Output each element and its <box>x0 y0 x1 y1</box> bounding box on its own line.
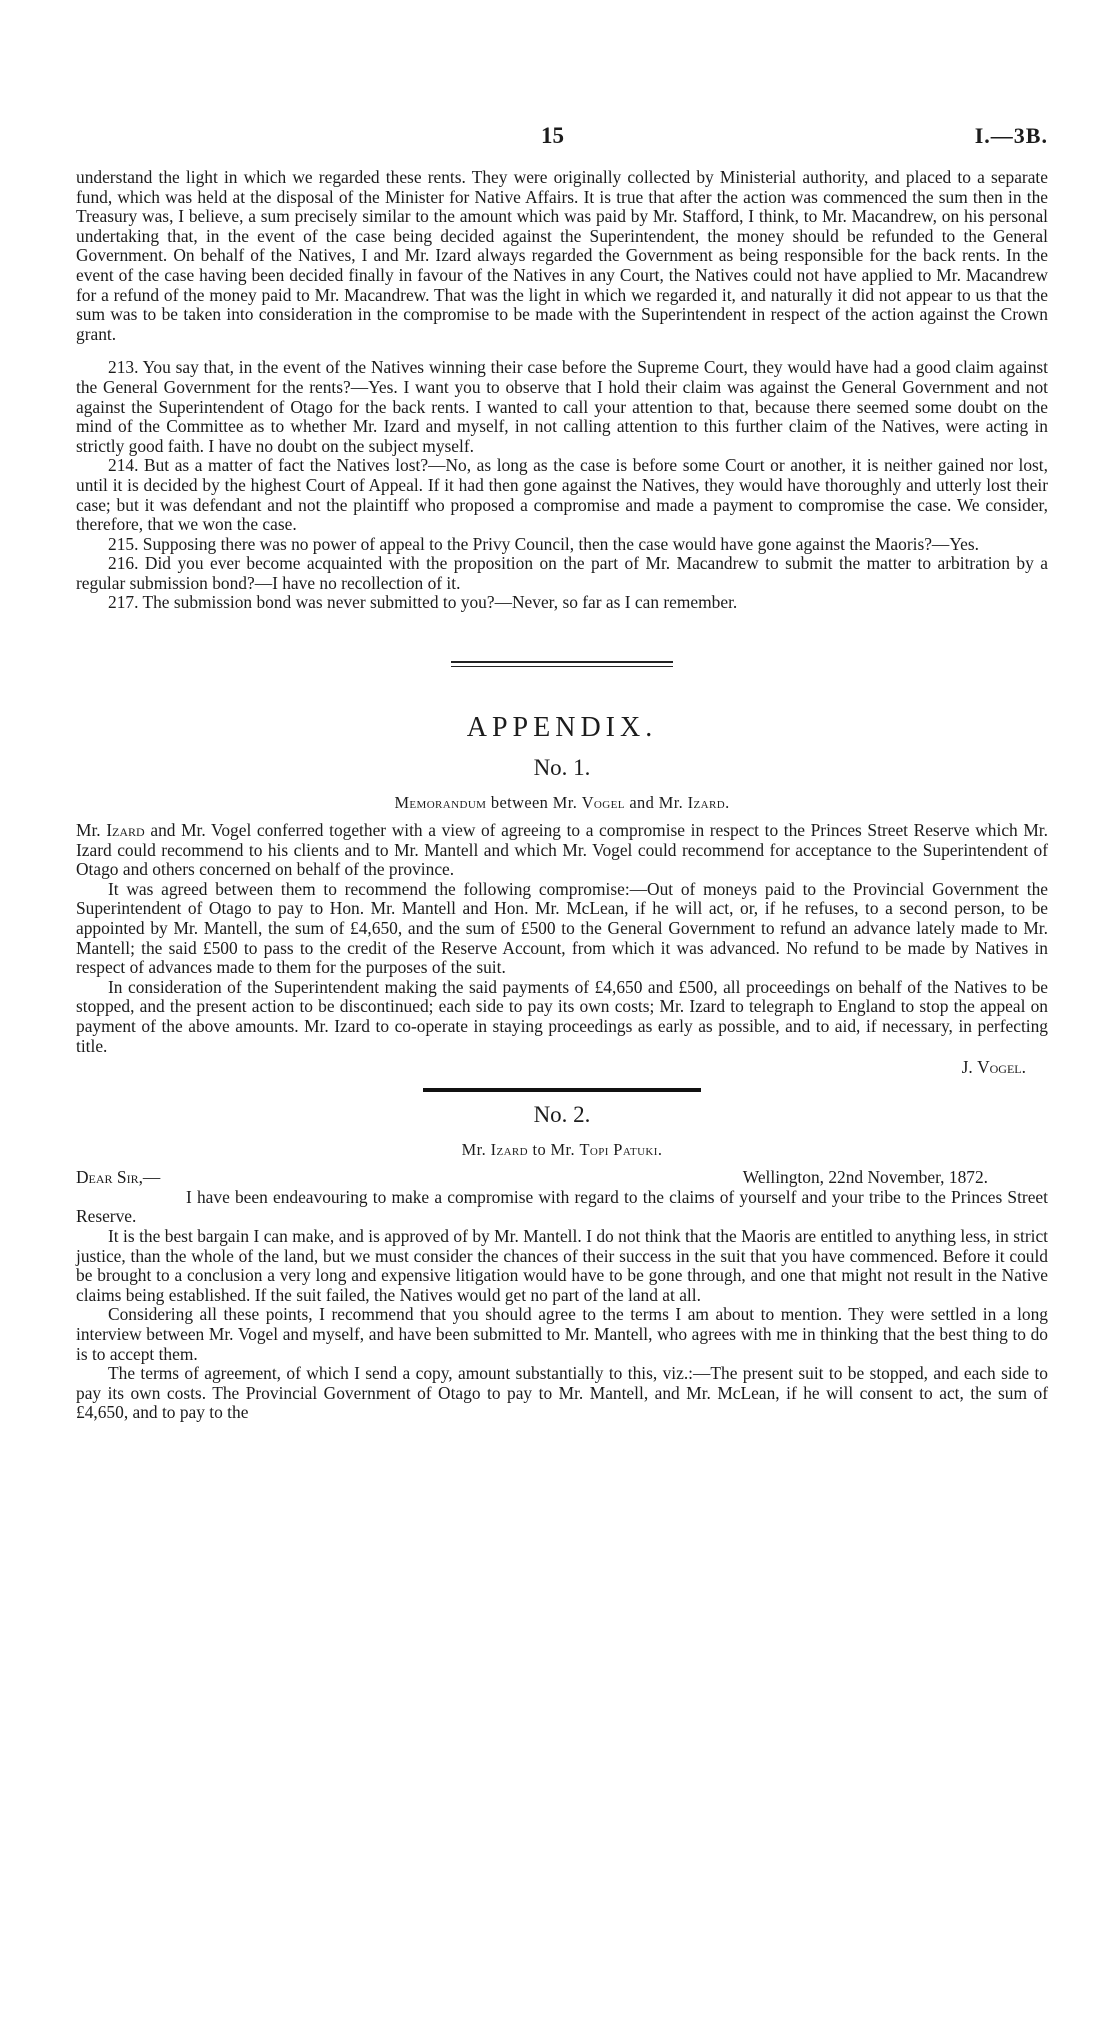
letter-paragraph-1: I have been endeavouring to make a compromise with regard to the claims of yourself and your tribe to the Princes Street Reserve. <box>76 1186 1048 1227</box>
heading-end-2: . <box>657 1139 663 1159</box>
signature-name: Vogel <box>977 1057 1022 1078</box>
letter-paragraph-2: It is the best bargain I can make, and is approved of by Mr. Mantell. I do not think that the Maoris are entitled to anything less, in strict justice, than the whole of the land, but we must consider the chances of their success in the suit that you have commenced. Before it could be brought to a conclusion a very long and expensive litigation would have to be gone through, and one that might not result in the Native claims being established. If the suit failed, the Natives would get no part of the land at all. <box>76 1225 1048 1305</box>
memo-para1-text: and Mr. Vogel conferred together with a view of agreeing to a compromise in respect to the Princes Street Reserve which Mr. Izard could recommend to his clients and to Mr. Mantell and which Mr. Vogel could recommend for acceptance to the Superintendent of Otago and others concerned on behalf of the province. <box>76 820 1048 880</box>
evidence-section <box>76 168 1048 613</box>
appendix-section <box>76 711 1048 1423</box>
heading-memorandum: Memorandum <box>394 793 487 813</box>
signature-initial: J. <box>961 1057 978 1078</box>
question-213: 213. You say that, in the event of the Natives winning their case before the Supreme Court, they would have had a good claim against the General Government for the rents?—Yes. I want you to observe that I hold their claim was against the General Government and not against the Superintendent of Otago for the back rents. I wanted to call your attention to that, because there seemed some doubt on the mind of the Committee as to whether Mr. Izard and myself, in not calling attention to this further claim of the Natives, were acting in strictly good faith. I have no doubt on the subject myself. <box>76 357 1048 456</box>
page-body <box>76 168 1048 1423</box>
page-number: 15 <box>541 123 564 148</box>
letter-place-date: Wellington, 22nd November, 1872. <box>742 1166 988 1187</box>
appendix-no2-number: No. 2. <box>533 1101 591 1127</box>
heading-mr: Mr. <box>461 1139 491 1159</box>
appendix-no2-heading <box>76 1140 1048 1160</box>
page-header <box>76 120 1048 150</box>
question-216: 216. Did you ever become acquainted with the proposition on the part of Mr. Macandrew to submit the matter to arbitration by a regular submission bond?—I have no recollection of it. <box>76 553 1048 593</box>
question-215: 215. Supposing there was no power of appeal to the Privy Council, then the case would have gone against the Maoris?—Yes. <box>108 533 979 554</box>
appendix-divider <box>423 1088 701 1092</box>
heading-izard: Izard <box>687 793 726 813</box>
heading-vogel: Vogel <box>581 793 625 813</box>
appendix-no1-number: No. 1. <box>533 755 591 781</box>
page-reference: I.—3B. <box>974 123 1048 148</box>
question-217: 217. The submission bond was never submitted to you?—Never, so far as I can remember. <box>108 592 738 613</box>
memorandum-paragraph-3: In consideration of the Superintendent making the said payments of £4,650 and £500, all proceedings on behalf of the Natives to be stopped, and the present action to be discontinued; each side to pay its own costs; Mr. Izard to telegraph to England to stop the appeal on payment of the above amounts. Mr. Izard to co-operate in staying proceedings as early as possible, and to aid, if necessary, in perfecting title. <box>76 976 1048 1056</box>
heading-izard-2: Izard <box>490 1139 528 1159</box>
memo-mr: Mr. <box>76 820 107 841</box>
memorandum-paragraph-2: It was agreed between them to recommend the following compromise:—Out of moneys paid to the Provincial Government the Superintendent of Otago to pay to Hon. Mr. Mantell and Hon. Mr. McLean, if he will act, or, if he refuses, to a second person, to be appointed by Mr. Mantell, the sum of £4,650, and the sum of £500 to the General Government to refund an advance lately made to Mr. Mantell; the said £500 to pass to the credit of the Reserve Account, from which it was advanced. No refund to be made by Natives in respect of advances made to them for the purposes of the suit. <box>76 878 1048 978</box>
letter-paragraph-4: The terms of agreement, of which I send a copy, amount substantially to this, viz.:—The present suit to be stopped, and each side to pay its own costs. The Provincial Government of Otago to pay to Mr. Mantell, and Mr. McLean, if he will consent to act, the sum of £4,650, and to pay to the <box>76 1363 1048 1423</box>
section-divider <box>451 661 673 667</box>
evidence-paragraph-continued: understand the light in which we regarded these rents. They were originally collected by Ministerial authority, and placed to a separate fund, which was held at the disposal of the Minister for Native Affairs. It is true that after the action was commenced the sum then in the Treasury was, I believe, a sum precisely similar to the amount which was paid by Mr. Stafford, I think, to Mr. Macandrew, on his personal undertaking that, in the event of the case being decided against the Superintendent, the money should be refunded to the General Government. On behalf of the Natives, I and Mr. Izard always regarded the Government as being responsible for the back rents. In the event of the case having been decided finally in favour of the Natives in any Court, the Natives could not have applied to Mr. Macandrew for a refund of the money paid to Mr. Macandrew. That was the light in which we regarded it, and naturally it did not appear to us that the sum was to be taken into consideration in the compromise to be made with the Superintendent in respect of the action against the Crown grant. <box>76 167 1048 344</box>
heading-end: . <box>725 793 730 813</box>
letter-header <box>76 1168 1048 1188</box>
memorandum-paragraph-1 <box>76 821 1048 880</box>
appendix-title: APPENDIX. <box>466 712 658 744</box>
heading-between: between Mr. <box>486 793 582 813</box>
heading-and: and Mr. <box>624 793 688 813</box>
signature-end: . <box>1021 1057 1026 1078</box>
memorandum-signature <box>76 1058 1048 1078</box>
heading-topi-patuki: Topi Patuki <box>579 1139 658 1159</box>
appendix-no1-heading <box>76 793 1048 813</box>
heading-to: to Mr. <box>528 1139 580 1159</box>
letter-salutation: Dear Sir,— <box>76 1166 161 1187</box>
letter-paragraph-3: Considering all these points, I recommend that you should agree to the terms I am about to mention. They were settled in a long interview between Mr. Vogel and myself, and have been submitted to Mr. Mantell, who agrees with me in thinking that the best thing to do is to accept them. <box>76 1304 1048 1364</box>
question-214: 214. But as a matter of fact the Natives lost?—No, as long as the case is before some Court or another, it is neither gained nor lost, until it is decided by the highest Court of Appeal. If it had then gone against the Natives, they would have thoroughly and utterly lost their case; but it was defendant and not the plaintiff who proposed a compromise and made a payment to compromise the case. We consider, therefore, that we won the case. <box>76 455 1048 535</box>
memo-izard: Izard <box>106 820 145 841</box>
